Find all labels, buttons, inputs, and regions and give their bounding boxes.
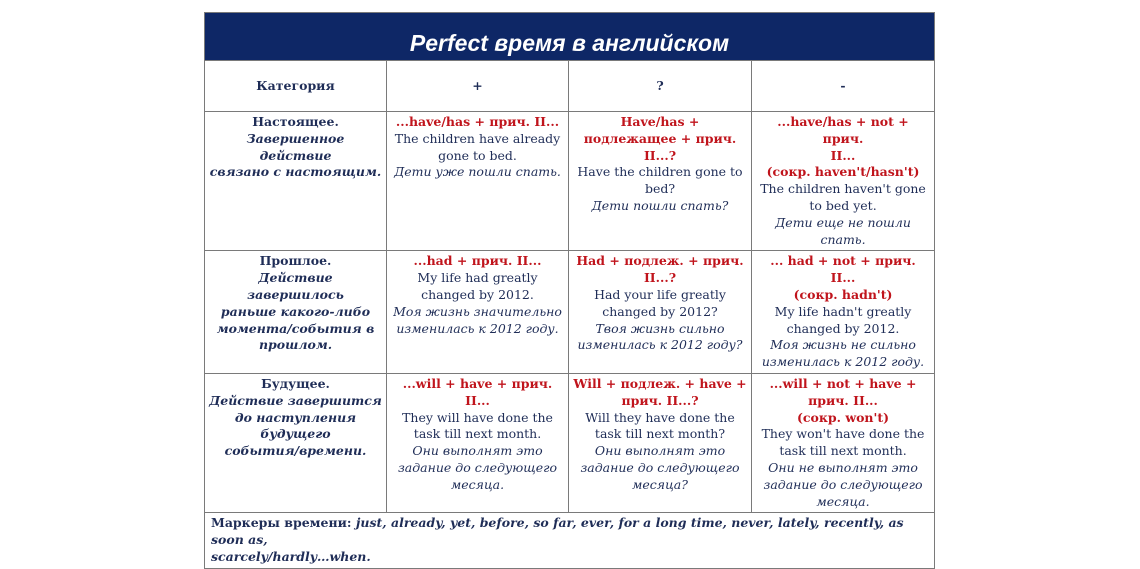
category-title: Прошлое. — [259, 253, 332, 269]
formula-line: II...? — [643, 270, 677, 286]
grammar-table-container — [204, 12, 934, 569]
markers-label: Маркеры времени: — [211, 515, 352, 531]
example-line: changed by 2012. — [786, 320, 900, 336]
category-cell-future — [205, 373, 387, 512]
example-line: to bed yet. — [809, 197, 877, 213]
header-row — [205, 61, 935, 112]
example-line: task till next month. — [413, 426, 542, 442]
formula-line: ... had + not + прич. II... — [770, 253, 916, 286]
question-cell-present — [569, 112, 752, 251]
translation-line: задание до следующего — [397, 459, 557, 475]
category-description-line: связано с настоящим. — [209, 164, 382, 180]
translation-line: изменилась к 2012 году. — [761, 354, 925, 370]
translation-line: месяца. — [816, 493, 870, 509]
markers-list-line2: scarcely/hardly…when. — [211, 548, 371, 564]
translation-line: Дети уже пошли спать. — [394, 164, 561, 180]
formula-line: подлежащее + прич. — [583, 130, 737, 146]
table-title-cell — [205, 13, 935, 61]
markers-row — [205, 513, 935, 568]
category-description-line: будущего — [260, 426, 331, 442]
table-row-present — [205, 112, 935, 251]
question-cell-future — [569, 373, 752, 512]
category-cell-past — [205, 251, 387, 374]
formula-line: ...have/has + прич. II... — [395, 114, 560, 129]
translation-line: изменилась к 2012 году? — [577, 337, 743, 353]
translation-line: месяца. — [450, 476, 505, 492]
example-line: task till next month. — [779, 443, 907, 459]
formula-line: II...? — [643, 147, 677, 163]
table-row-past — [205, 251, 935, 374]
example-line: bed? — [644, 181, 676, 197]
category-description-line: Действие завершится — [209, 392, 382, 408]
minus-cell-present — [752, 112, 935, 251]
example-line: The children haven't gone — [760, 181, 926, 197]
formula-line: Will + подлеж. + have + — [573, 375, 747, 391]
minus-cell-past — [752, 251, 935, 374]
translation-line: задание до следующего — [763, 476, 923, 492]
formula-line: прич. II... — [808, 392, 878, 408]
formula-line: Have/has + — [620, 114, 700, 129]
table-row-future — [205, 373, 935, 512]
formula-line: прич. II...? — [621, 392, 699, 408]
translation-line: Дети пошли спать? — [591, 197, 729, 213]
minus-cell-future — [752, 373, 935, 512]
translation-line: задание до следующего — [580, 459, 740, 475]
header-category: Категория — [205, 61, 387, 112]
header-plus: + — [387, 61, 569, 112]
translation-line: месяца? — [632, 476, 688, 492]
example-line: Have the children gone to — [577, 164, 743, 180]
translation-line: Моя жизнь не сильно — [770, 337, 916, 353]
markers-list-line1: just, already, yet, before, so far, ever, for a long time, never, lately, recently, as soon as, — [211, 515, 904, 548]
question-cell-past — [569, 251, 752, 374]
translation-line: Твоя жизнь сильно — [595, 320, 725, 336]
example-line: Had your life greatly — [594, 286, 726, 302]
category-description-line: Действие завершилось — [247, 270, 344, 302]
header-minus: - — [752, 61, 935, 112]
formula-line: ...will + not + have + — [769, 375, 917, 391]
formula-line: (сокр. won't) — [796, 409, 890, 425]
markers-cell — [205, 513, 935, 568]
translation-line: спать. — [820, 231, 866, 247]
table-title: Perfect время в английском — [409, 30, 730, 56]
category-description-line: до наступления — [234, 409, 357, 425]
category-description-line: прошлом. — [258, 337, 333, 353]
header-question: ? — [569, 61, 752, 112]
translation-line: Дети еще не пошли — [775, 214, 911, 230]
plus-cell-past — [387, 251, 569, 374]
category-title: Настоящее. — [252, 114, 339, 129]
example-line: gone to bed. — [438, 147, 517, 163]
translation-line: Они выполнят это — [412, 443, 543, 459]
example-line: changed by 2012? — [602, 303, 718, 319]
plus-cell-present — [387, 112, 569, 251]
formula-line: (сокр. hadn't) — [793, 286, 893, 302]
example-line: Will they have done the — [585, 409, 735, 425]
example-line: My life hadn't greatly — [774, 303, 912, 319]
category-description-line: момента/события в — [216, 320, 375, 336]
plus-cell-future — [387, 373, 569, 512]
example-line: changed by 2012. — [421, 286, 534, 302]
category-description-line: Завершенное действие — [246, 130, 345, 163]
formula-line: ...have/has + not + прич. — [777, 114, 909, 146]
formula-line: ...had + прич. II... — [413, 253, 542, 269]
translation-line: изменилась к 2012 году. — [396, 320, 559, 336]
translation-line: Моя жизнь значительно — [393, 303, 562, 319]
translation-line: Они не выполнят это — [768, 459, 918, 475]
category-title: Будущее. — [261, 375, 330, 391]
example-line: They won't have done the — [761, 426, 925, 442]
example-line: task till next month? — [594, 426, 726, 442]
example-line: My life had greatly — [417, 270, 538, 286]
example-line: The children have already — [394, 130, 561, 146]
example-line: They will have done the — [402, 409, 553, 425]
formula-line: ...will + have + прич. II... — [402, 375, 553, 408]
category-description-line: события/времени. — [224, 443, 367, 459]
formula-line: (сокр. haven't/hasn't) — [766, 164, 920, 180]
perfect-tense-table — [204, 12, 935, 569]
formula-line: II... — [830, 147, 856, 163]
category-cell-present — [205, 112, 387, 251]
formula-line: Had + подлеж. + прич. — [576, 253, 744, 269]
title-row — [205, 13, 935, 61]
translation-line: Они выполнят это — [594, 443, 726, 459]
category-description-line: раньше какого-либо — [220, 303, 371, 319]
